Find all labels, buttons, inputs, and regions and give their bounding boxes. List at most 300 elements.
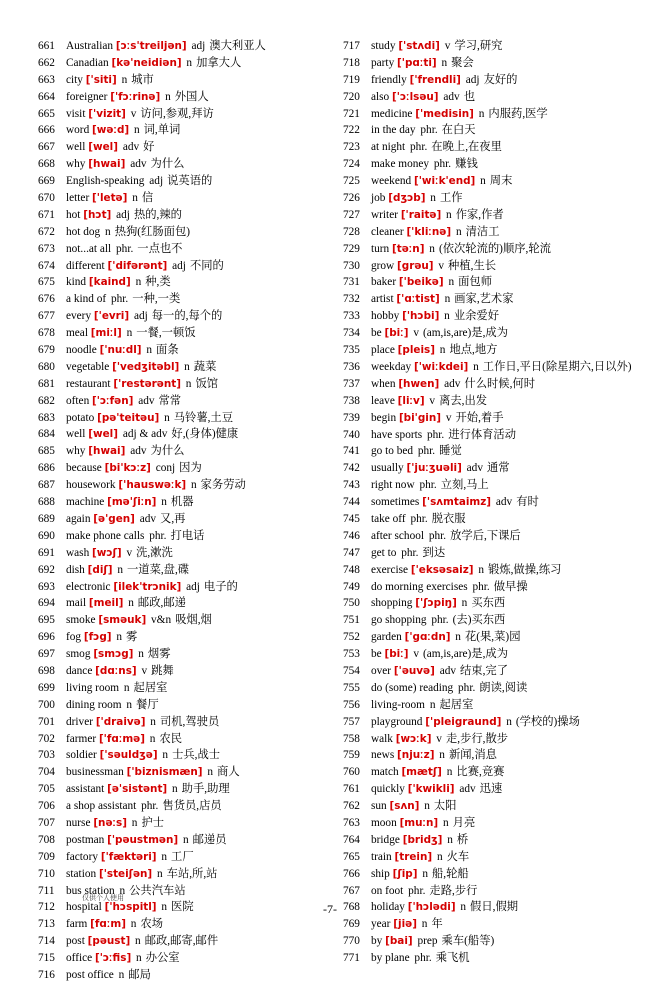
entry-translation: 迅速 (479, 783, 503, 796)
vocab-entry (38, 139, 338, 156)
entry-word: letter (66, 192, 90, 205)
vocab-entry (38, 815, 338, 832)
entry-phonetic: [hwai] (88, 445, 126, 458)
entry-word: sun (371, 800, 387, 813)
entry-word: cleaner (371, 225, 404, 238)
entry-translation: 什么时候,何时 (464, 377, 536, 390)
entry-part-of-speech: n (448, 276, 455, 289)
entry-word: ship (371, 867, 390, 880)
entry-number: 679 (38, 344, 55, 357)
entry-number: 722 (343, 124, 360, 137)
entry-number: 733 (343, 310, 360, 323)
entry-part-of-speech: n (128, 597, 134, 610)
entry-number: 694 (38, 597, 55, 610)
vocab-entry (343, 815, 643, 832)
entry-part-of-speech: v (141, 664, 148, 677)
entry-number: 728 (343, 225, 360, 238)
vocab-entry (38, 731, 338, 748)
entry-word: postman (66, 833, 105, 846)
entry-number: 753 (343, 648, 360, 661)
entry-number: 697 (38, 648, 55, 661)
entry-part-of-speech: n (150, 715, 156, 728)
entry-word: moon (371, 816, 397, 829)
vocab-entry (38, 224, 338, 241)
entry-part-of-speech: phr. (428, 529, 447, 542)
entry-translation: 一点也不 (137, 242, 183, 255)
entry-number: 669 (38, 175, 55, 188)
entry-part-of-speech: n (422, 867, 428, 880)
entry-number: 756 (343, 698, 360, 711)
entry-word: vegetable (66, 360, 110, 373)
entry-phonetic: [jiə] (393, 918, 417, 931)
entry-translation: (依次轮流的)顺序,轮流 (438, 242, 551, 255)
entry-number: 705 (38, 783, 55, 796)
entry-number: 746 (343, 529, 360, 542)
vocab-entry (38, 629, 338, 646)
entry-number: 719 (343, 73, 360, 86)
entry-part-of-speech: n (135, 935, 141, 948)
entry-translation: 农场 (140, 918, 164, 931)
entry-word: party (371, 56, 395, 69)
entry-number: 665 (38, 107, 55, 120)
vocab-entry (343, 494, 643, 511)
entry-translation: 商人 (217, 766, 240, 779)
entry-translation: 新闻,消息 (448, 749, 497, 762)
vocab-entry (38, 207, 338, 224)
vocab-entry (343, 731, 643, 748)
entry-phonetic: [pə'teitəu] (97, 411, 160, 424)
entry-number: 696 (38, 631, 55, 644)
vocab-entry (38, 258, 338, 275)
entry-translation: 买东西 (471, 597, 506, 610)
entry-phonetic: [wel] (88, 141, 118, 154)
entry-part-of-speech: adj (133, 310, 148, 323)
vocab-entry (343, 291, 643, 308)
vocab-entry (343, 190, 643, 207)
entry-number: 755 (343, 681, 360, 694)
vocab-entry (343, 55, 643, 72)
entry-translation: 为什么 (150, 158, 185, 171)
entry-part-of-speech: n (135, 276, 142, 289)
entry-word: be (371, 327, 382, 340)
entry-translation: 工厂 (171, 850, 194, 863)
entry-word: by plane (371, 952, 410, 965)
vocab-entry (343, 325, 643, 342)
entry-part-of-speech: n (207, 766, 214, 779)
entry-number: 703 (38, 749, 55, 762)
entry-word: office (66, 952, 93, 965)
entry-number: 690 (38, 529, 55, 542)
entry-part-of-speech: phr. (472, 580, 490, 593)
entry-translation: 假日,假期 (470, 901, 519, 914)
entry-word: do (some) reading (371, 681, 454, 694)
vocab-entry (343, 122, 643, 139)
entry-word: sometimes (371, 496, 420, 509)
footer-note: 仅供个人使用 (82, 894, 124, 902)
entry-translation: 好 (143, 141, 155, 154)
entry-word: hospital (66, 901, 102, 914)
entry-number: 754 (343, 664, 360, 677)
entry-number: 677 (38, 310, 55, 323)
entry-word: holiday (371, 901, 405, 914)
vocab-entry (343, 460, 643, 477)
entry-phonetic: [muːn] (399, 816, 439, 829)
entry-number: 692 (38, 563, 55, 576)
entry-phonetic: [ilek'trɔnik] (113, 580, 182, 593)
entry-phonetic: ['fɑːmə] (98, 732, 145, 745)
vocab-entry (38, 663, 338, 680)
entry-part-of-speech: adj (172, 259, 186, 272)
entry-phonetic: [kə'neidiən] (111, 56, 182, 69)
vocab-entry (343, 545, 643, 562)
entry-translation: 清洁工 (465, 225, 500, 238)
entry-phonetic: ['kwikli] (407, 783, 455, 796)
entry-word: well (66, 141, 86, 154)
entry-translation: 车站,所,站 (166, 867, 218, 880)
entry-number: 765 (343, 850, 360, 863)
entry-number: 684 (38, 428, 55, 441)
entry-number: 758 (343, 732, 360, 745)
entry-phonetic: [miːl] (90, 327, 122, 340)
entry-translation: 朗读,阅读 (479, 681, 528, 694)
entry-translation: 作家,作者 (455, 208, 504, 221)
entry-number: 715 (38, 952, 55, 965)
entry-phonetic: [təːn] (392, 242, 425, 255)
entry-translation: 开始,着手 (455, 411, 504, 424)
entry-translation: 电子的 (203, 580, 238, 593)
entry-phonetic: [nəːs] (93, 816, 127, 829)
entry-word: again (66, 512, 91, 525)
entry-part-of-speech: adj (149, 175, 164, 188)
entry-number: 749 (343, 580, 360, 593)
entry-word: every (66, 310, 92, 323)
entry-translation: 有时 (516, 496, 539, 509)
entry-number: 742 (343, 462, 360, 475)
entry-phonetic: [diʃ] (87, 563, 113, 576)
entry-part-of-speech: n (473, 360, 479, 373)
vocab-entry (38, 832, 338, 849)
vocab-entry (343, 832, 643, 849)
entry-number: 670 (38, 192, 55, 205)
entry-word: kind (66, 276, 87, 289)
entry-phonetic: [pəust] (87, 935, 131, 948)
entry-part-of-speech: n (446, 766, 453, 779)
entry-phonetic: [hɔt] (83, 208, 112, 221)
vocab-entry (343, 849, 643, 866)
entry-number: 752 (343, 631, 360, 644)
entry-word: station (66, 867, 97, 880)
entry-number: 726 (343, 192, 360, 205)
entry-number: 763 (343, 816, 360, 829)
entry-translation: 种,类 (145, 276, 171, 289)
entry-part-of-speech: n (186, 56, 193, 69)
entry-word: different (66, 259, 105, 272)
entry-translation: (am,is,are)是,成为 (422, 648, 508, 661)
entry-word: when (371, 377, 396, 390)
entry-translation: 每一的,每个的 (151, 310, 223, 323)
entry-number: 700 (38, 698, 55, 711)
entry-number: 712 (38, 901, 55, 914)
entry-part-of-speech: n (421, 918, 428, 931)
entry-phonetic: [njuːz] (397, 749, 435, 762)
vocab-entry (343, 376, 643, 393)
entry-number: 721 (343, 107, 360, 120)
entry-translation: 洗,漱洗 (136, 546, 173, 559)
entry-translation: 加拿大人 (196, 56, 242, 69)
entry-part-of-speech: v (444, 40, 451, 52)
entry-translation: 词,单词 (143, 124, 181, 137)
vocab-entry (38, 866, 338, 883)
entry-part-of-speech: adj (186, 580, 200, 593)
vocab-entry (343, 764, 643, 781)
entry-translation: (学校的)操场 (515, 715, 580, 728)
vocab-entry (38, 241, 338, 258)
entry-number: 689 (38, 512, 55, 525)
entry-phonetic: ['gɑːdn] (404, 631, 451, 644)
entry-part-of-speech: v (130, 107, 137, 120)
entry-number: 718 (343, 56, 360, 69)
entry-translation: 锻炼,做操,练习 (488, 563, 562, 576)
entry-word: electronic (66, 580, 111, 593)
entry-word: farmer (66, 732, 97, 745)
entry-word: by (371, 935, 383, 948)
entry-translation: 做早操 (493, 580, 528, 593)
entry-word: begin (371, 411, 397, 424)
entry-phonetic: ['ɔːfis] (94, 952, 132, 965)
entry-word: right now (371, 479, 415, 492)
entry-number: 673 (38, 242, 55, 255)
entry-part-of-speech: n (506, 715, 512, 728)
entry-number: 767 (343, 884, 360, 897)
vocab-entry (343, 308, 643, 325)
entry-phonetic: ['difərənt] (107, 259, 168, 272)
entry-word: playground (371, 715, 423, 728)
vocab-entry (38, 291, 338, 308)
entry-part-of-speech: n (478, 107, 485, 120)
entry-number: 762 (343, 800, 360, 813)
entry-part-of-speech: n (126, 327, 133, 340)
entry-word: make phone calls (66, 529, 145, 542)
entry-number: 714 (38, 935, 55, 948)
entry-word: quickly (371, 783, 405, 796)
vocab-entry (38, 325, 338, 342)
entry-translation: 跳舞 (151, 664, 174, 677)
entry-translation: 乘飞机 (435, 952, 470, 965)
vocab-entry (343, 427, 643, 444)
vocab-entry (38, 680, 338, 697)
entry-word: also (371, 90, 390, 103)
vocab-entry (343, 106, 643, 123)
entry-part-of-speech: n (461, 597, 468, 610)
entry-number: 687 (38, 479, 55, 492)
entry-word: dining room (66, 698, 122, 711)
entry-word: year (371, 918, 391, 931)
entry-word: housework (66, 479, 116, 492)
entry-part-of-speech: n (184, 360, 190, 373)
entry-word: not...at all (66, 242, 112, 255)
vocab-entry (38, 308, 338, 325)
entry-phonetic: [kaind] (88, 276, 131, 289)
entry-number: 751 (343, 614, 360, 627)
entry-translation: 护士 (141, 816, 165, 829)
entry-phonetic: [smɔg] (93, 648, 134, 661)
entry-number: 730 (343, 259, 360, 272)
entry-translation: 售货员,店员 (162, 800, 222, 813)
entry-word: soldier (66, 749, 97, 762)
entry-word: well (66, 428, 86, 441)
entry-translation: 城市 (131, 73, 154, 86)
entry-translation: 餐厅 (136, 698, 159, 711)
vocab-entry (343, 579, 643, 596)
entry-number: 661 (38, 40, 55, 52)
entry-translation: 澳大利亚人 (209, 40, 266, 52)
vocab-entry (38, 106, 338, 123)
entry-translation: 走,步行,散步 (445, 732, 509, 745)
vocab-entry (38, 274, 338, 291)
vocab-entry (343, 697, 643, 714)
entry-part-of-speech: adv (439, 664, 456, 677)
vocab-entry (343, 629, 643, 646)
entry-part-of-speech: adv (130, 158, 147, 171)
entry-phonetic: [bi'kɔːz] (104, 462, 151, 475)
entry-word: go to bed (371, 445, 414, 458)
entry-number: 732 (343, 293, 360, 306)
entry-phonetic: [pleis] (397, 344, 435, 357)
entry-part-of-speech: phr. (431, 614, 449, 627)
entry-word: grow (371, 259, 395, 272)
entry-number: 671 (38, 208, 55, 221)
entry-translation: 进行体育活动 (448, 428, 517, 441)
entry-number: 707 (38, 816, 55, 829)
entry-word: baker (371, 276, 397, 289)
entry-translation: 邮递员 (192, 833, 227, 846)
entry-part-of-speech: n (429, 698, 436, 711)
entry-word: hobby (371, 310, 400, 323)
entry-part-of-speech: conj (155, 462, 176, 475)
entry-word: take off (371, 512, 406, 525)
entry-part-of-speech: n (480, 175, 486, 188)
vocab-entry (343, 89, 643, 106)
entry-phonetic: ['eksəsaiz] (410, 563, 474, 576)
entry-translation: 访问,参观,拜访 (140, 107, 214, 120)
entry-phonetic: [wel] (88, 428, 118, 441)
entry-number: 702 (38, 732, 55, 745)
entry-phonetic: [mə'ʃiːn] (107, 496, 157, 509)
entry-number: 688 (38, 496, 55, 509)
vocab-entry (38, 798, 338, 815)
entry-phonetic: ['medisin] (415, 107, 474, 120)
entry-word: do morning exercises (371, 580, 468, 593)
entry-part-of-speech: phr. (410, 141, 428, 154)
entry-part-of-speech: n (132, 192, 138, 205)
vocab-entry (38, 950, 338, 967)
entry-translation: 又,再 (160, 512, 186, 525)
entry-translation: 打电话 (170, 529, 205, 542)
entry-part-of-speech: phr. (401, 546, 419, 559)
entry-translation: 农民 (159, 732, 183, 745)
entry-word: visit (66, 107, 86, 120)
entry-translation: 一餐,一顿饭 (136, 327, 196, 340)
entry-translation: 工作日,平日(除星期六,日以外) (482, 360, 632, 373)
entry-part-of-speech: n (441, 56, 448, 69)
entry-number: 678 (38, 327, 55, 340)
entry-part-of-speech: phr. (408, 884, 426, 897)
entry-number: 771 (343, 952, 360, 965)
entry-part-of-speech: adv (466, 462, 483, 475)
entry-number: 713 (38, 918, 55, 931)
vocab-entry (343, 933, 643, 950)
entry-translation: 通常 (486, 462, 510, 475)
entry-part-of-speech: n (131, 816, 138, 829)
vocab-entry (343, 747, 643, 764)
entry-part-of-speech: n (123, 681, 130, 694)
vocab-entry (343, 274, 643, 291)
entry-part-of-speech: n (133, 124, 140, 137)
entry-part-of-speech: phr. (149, 529, 167, 542)
entry-part-of-speech: n (119, 884, 126, 897)
entry-part-of-speech: n (162, 749, 169, 762)
entry-number: 724 (343, 158, 360, 171)
vocab-entry (38, 443, 338, 460)
entry-phonetic: [wɔʃ] (92, 546, 122, 559)
entry-number: 750 (343, 597, 360, 610)
entry-translation: 离去,出发 (439, 394, 488, 407)
entry-part-of-speech: v (445, 411, 452, 424)
entry-part-of-speech: v (126, 546, 133, 559)
entry-translation: 地点,地方 (449, 344, 498, 357)
entry-translation: 花(果,菜)园 (464, 631, 521, 644)
entry-part-of-speech: phr. (419, 479, 437, 492)
entry-part-of-speech: v (436, 732, 442, 745)
entry-part-of-speech: phr. (426, 428, 445, 441)
entry-part-of-speech: n (424, 800, 430, 813)
entry-translation: 雾 (126, 631, 138, 644)
entry-translation: 内服药,医学 (488, 107, 548, 120)
vocab-entry (343, 511, 643, 528)
vocab-entry (343, 781, 643, 798)
entry-number: 681 (38, 377, 55, 390)
entry-word: noodle (66, 344, 97, 357)
entry-translation: 火车 (446, 850, 470, 863)
entry-phonetic: ['pəustmən] (107, 833, 179, 846)
entry-translation: 常常 (158, 394, 182, 407)
vocab-entry (343, 646, 643, 663)
entry-phonetic: ['ɔːfən] (92, 394, 134, 407)
entry-phonetic: ['sʌmtaimz] (422, 496, 492, 509)
entry-phonetic: ['letə] (92, 192, 128, 205)
entry-word: at night (371, 141, 406, 154)
vocab-entry (343, 224, 643, 241)
entry-phonetic: ['steiʃən] (98, 867, 153, 880)
entry-translation: 乘车(船等) (441, 935, 495, 948)
entry-part-of-speech: phr. (433, 158, 452, 171)
entry-phonetic: ['raitə] (400, 208, 442, 221)
entry-word: job (371, 192, 386, 205)
vocab-entry (38, 612, 338, 629)
entry-part-of-speech: adj & adv (122, 428, 168, 441)
entry-translation: 一道菜,盘,碟 (126, 563, 190, 576)
entry-part-of-speech: n (446, 208, 452, 221)
entry-phonetic: ['hɔlədi] (407, 901, 456, 914)
entry-word: because (66, 462, 102, 475)
entry-phonetic: ['ɑːtist] (396, 293, 440, 306)
vocab-entry (38, 494, 338, 511)
entry-phonetic: ['vedʒitəbl] (112, 360, 180, 373)
entry-number: 695 (38, 614, 55, 627)
entry-word: post office (66, 968, 114, 981)
entry-translation: 邮政,邮递 (137, 597, 186, 610)
entry-part-of-speech: adv (495, 496, 513, 509)
